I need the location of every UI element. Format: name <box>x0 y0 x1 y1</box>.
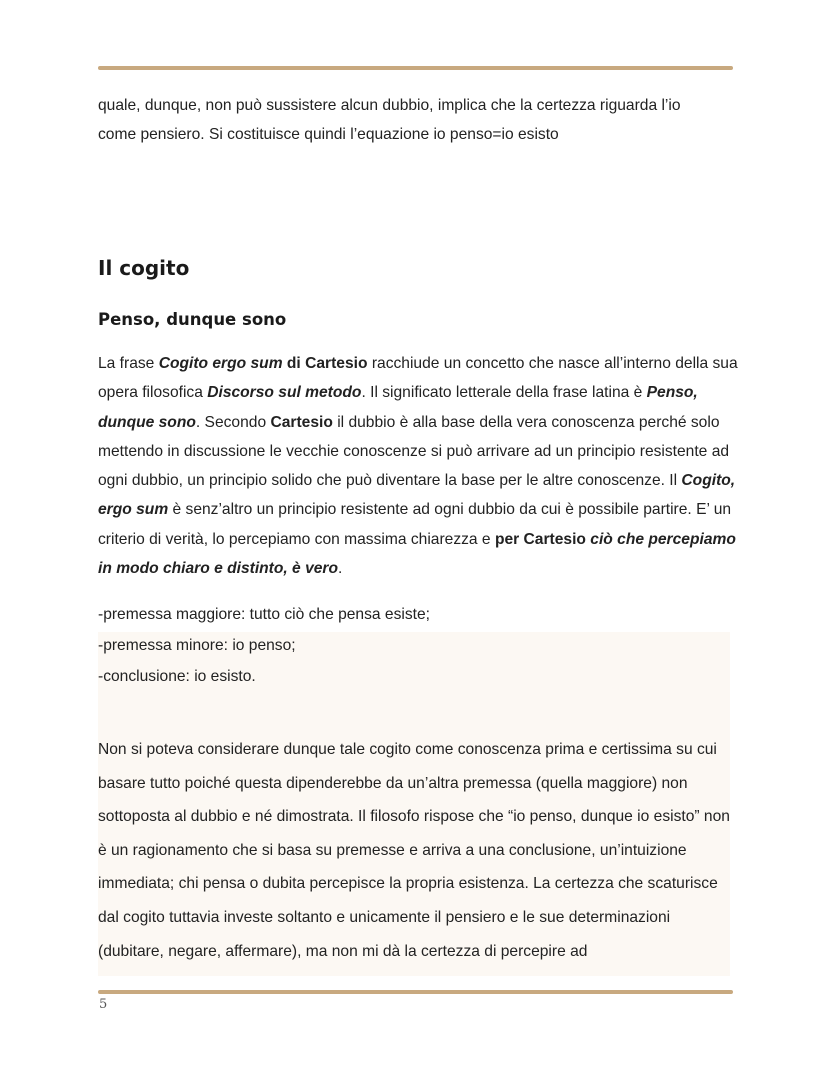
subsection-title: Penso, dunque sono <box>98 310 287 329</box>
intro-line-2: come pensiero. Si costituisce quindi l’equazione io penso=io esisto <box>98 126 559 144</box>
main-paragraph <box>98 349 738 583</box>
page-number: 5 <box>99 997 108 1012</box>
main-text-5: il dubbio è alla base della vera conoscenza perché solo mettendo in discussione le vecchie conoscenze si può arrivare ad un principio resistente ad ogni dubbio, un principio solido che può diventare la base per le altre conoscenze. Il <box>98 413 730 490</box>
main-emph-cogito-2: Cogito, ergo sum <box>98 472 736 519</box>
bottom-divider <box>98 990 733 994</box>
main-emph-principle: ciò che percepiamo in modo chiaro e distinto, è vero <box>98 530 736 578</box>
syllogism-conclusion: -conclusione: io esisto. <box>98 668 256 685</box>
main-text-6: è senz’altro un principio resistente ad ogni dubbio da cui è possibile partire. E’ un criterio di verità, lo percepiamo con massima chiarezza e <box>98 501 732 548</box>
section-title: Il cogito <box>98 256 190 280</box>
intro-line-1: quale, dunque, non può sussistere alcun dubbio, implica che la certezza riguarda l’io <box>98 97 681 114</box>
main-text-1: La frase <box>98 355 159 372</box>
main-text-3: . Il significato letterale della frase latina è <box>361 384 647 402</box>
syllogism-major: -premessa maggiore: tutto ciò che pensa esiste; <box>98 606 430 623</box>
main-text-2: racchiude un concetto che nasce all’interno della sua opera filosofica <box>98 355 738 402</box>
main-emph-penso: Penso, dunque sono <box>98 384 698 431</box>
top-divider <box>98 66 733 70</box>
main-emph-discorso: Discorso sul metodo <box>207 384 362 402</box>
main-emph-cartesio: di Cartesio <box>282 355 368 372</box>
main-emph-cogito: Cogito ergo sum <box>158 355 283 372</box>
main-emph-cartesio-2: Cartesio <box>270 413 333 431</box>
main-text-7: . <box>338 560 343 578</box>
main-text-4: . Secondo <box>195 413 271 431</box>
syllogism-minor: -premessa minore: io penso; <box>98 637 296 654</box>
final-paragraph: Non si poteva considerare dunque tale cogito come conoscenza prima e certissima su cui basare tutto poiché questa dipenderebbe da un’altra premessa (quella maggiore) non sottoposta al dubbio e né dimostrata. Il filosofo rispose che “io penso, dunque io esisto” non è un ragionamento che si basa su premesse e arriva a una conclusione, un’intuizione immediata; chi pensa o dubita percepisce la propria esistenza. La certezza che scaturisce dal cogito tuttavia investe soltanto e unicamente il pensiero e le sue determinazioni (dubitare, negare, affermare), ma non mi dà la certezza di percepire ad <box>98 741 730 960</box>
main-emph-per-cartesio: per Cartesio <box>494 530 591 548</box>
intro-paragraph <box>98 91 738 150</box>
syllogism-list <box>98 599 738 692</box>
